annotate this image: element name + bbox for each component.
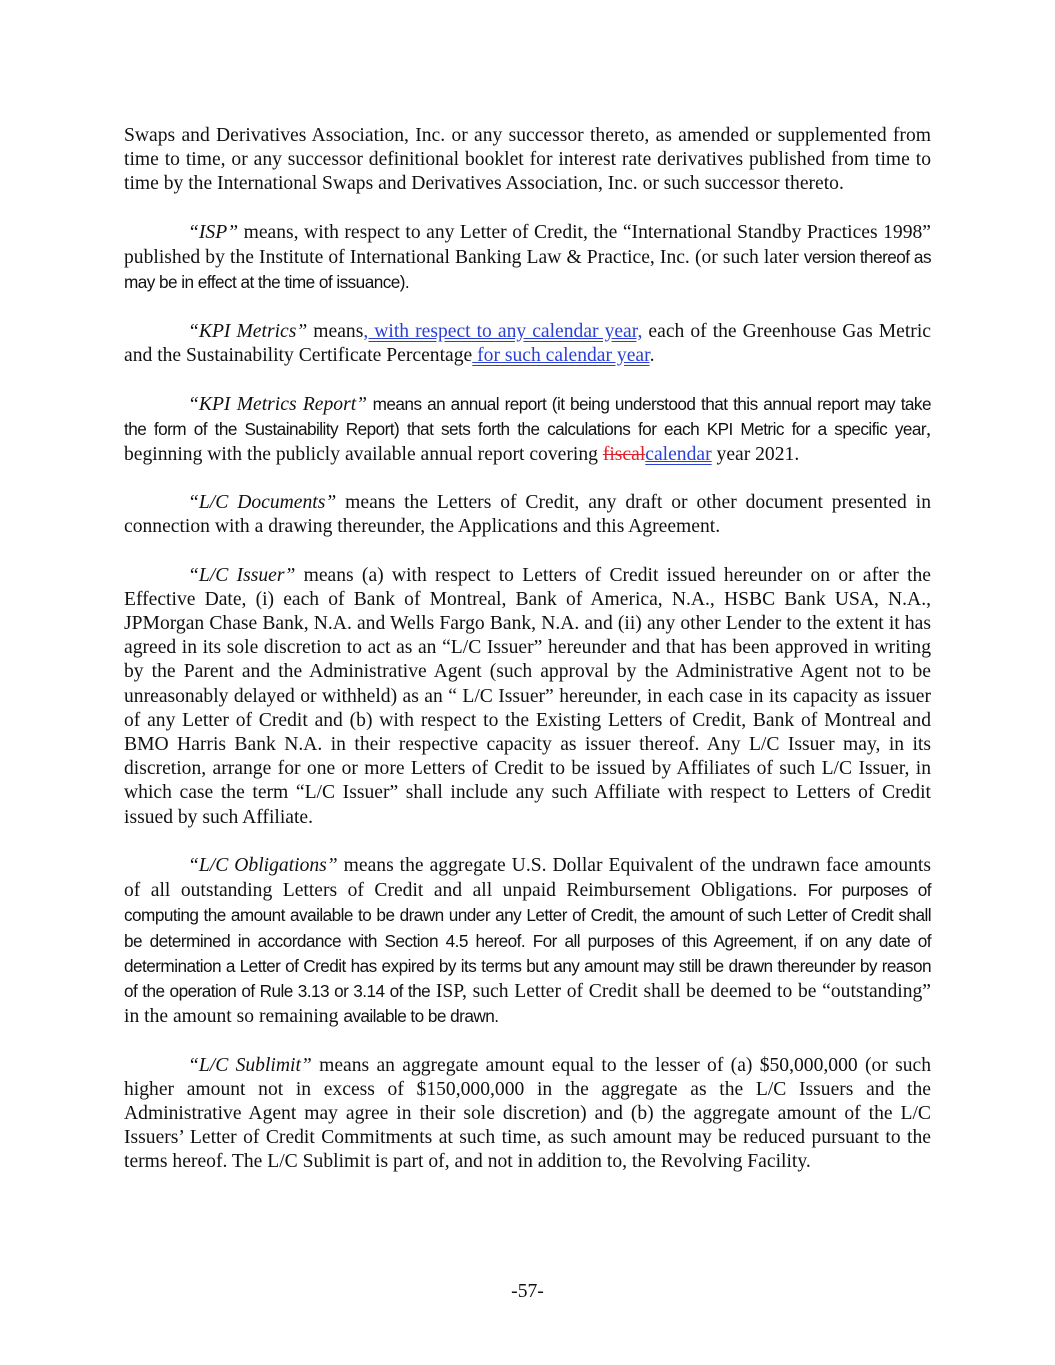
document-page — [124, 124, 931, 1199]
text: means an aggregate amount equal to the lesser of (a) $50,000,000 (or such higher amount not in excess of $150,000,000 in the aggregate as the L/C Issuers and the Administrative Agent may agree in their sole discretion) and (b) the aggregate amount of the L/C Issuers’ Letter of Credit Commitments at such time, as such amount may be reduced pursuant to the terms hereof. The L/C Sublimit is part of, and not in addition to, the Revolving Facility. — [124, 1054, 931, 1173]
text: , beginning with the publicly available annual report covering — [124, 419, 931, 465]
defined-term: “KPI Metrics” — [188, 320, 308, 342]
definition-lc-obligations — [124, 854, 931, 1029]
deleted-text: fiscal — [602, 443, 646, 465]
page-number: -57- — [511, 1281, 544, 1302]
defined-term: “KPI Metrics Report” — [188, 394, 368, 416]
definition-kpi-metrics — [124, 320, 931, 368]
defined-term: “L/C Sublimit” — [188, 1054, 312, 1076]
definition-lc-documents — [124, 491, 931, 539]
text: available to be drawn. — [343, 1006, 499, 1027]
text: Swaps and Derivatives Association, Inc. or any successor thereto, as amended or supplemented from time to time, or any successor definitional booklet for interest rate derivatives published from time to time by the International Swaps and Derivatives Association, Inc. or such successor thereto. — [124, 125, 931, 195]
text: means an annual report (it being understood that this annual report may take the form of the Sustainability Report) that sets forth the calculations for each KPI Metric for a specific year — [124, 394, 931, 440]
text: means the aggregate U.S. Dollar Equivalent of the undrawn face amounts of all outstanding Letters of Credit and all unpaid Reimbursement Obligations. — [124, 855, 931, 902]
inserted-text: calendar — [645, 443, 712, 465]
paragraph-isda-continuation — [124, 124, 931, 197]
text: means — [307, 320, 364, 342]
text: means, with respect to any Letter of Credit, the “International Standby Practices 1998” published by the Institute of International Banking Law & Practice, Inc. (or such later — [124, 221, 931, 268]
defined-term: “L/C Documents” — [188, 491, 337, 513]
definition-lc-sublimit — [124, 1054, 931, 1175]
text: ISP, such Letter of Credit shall be deemed to be “outstanding” in the amount so remaining — [124, 981, 931, 1028]
defined-term: “L/C Obligations” — [188, 855, 338, 876]
defined-term: “ISP” — [188, 221, 239, 243]
text: . — [649, 344, 655, 366]
definition-isp — [124, 221, 931, 296]
inserted-text: , with respect to any calendar year, — [363, 320, 643, 342]
text: For purposes of computing the amount available to be drawn under any Letter of Credit, the amount of such Letter of Credit shall be determined in accordance with Section 4.5 hereof. For all purposes of this Agreement, if on any date of determination a Letter of Credit has expired by its terms but any amount may still be drawn thereunder by reason of the operation of Rule 3.13 or 3.14 of the — [124, 880, 932, 1002]
text: version thereof as may be in effect at the time of issuance). — [124, 247, 931, 293]
definition-kpi-metrics-report — [124, 392, 931, 467]
text: year 2021. — [711, 443, 800, 465]
inserted-text: for such calendar year — [472, 344, 650, 366]
defined-term: “L/C Issuer” — [188, 564, 296, 586]
text: means the Letters of Credit, any draft or other document presented in connection with a drawing thereunder, the Applications and this Agreement. — [124, 491, 931, 538]
text: means (a) with respect to Letters of Credit issued hereunder on or after the Effective Date, (i) each of Bank of Montreal, Bank of America, N.A., HSBC Bank USA, N.A., JPMorgan Chase Bank, N.A. and Wells Fargo Bank, N.A. and (ii) any other Lender to the extent it has agreed in its sole discretion to act as an “L/C Issuer” hereunder and that has been approved in writing by the Parent and the Administrative Agent (such approval by the Administrative Agent not to be unreasonably delayed or withheld) as an “ L/C Issuer” hereunder, in each case in its capacity as issuer of any Letter of Credit and (b) with respect to the Existing Letters of Credit, Bank of Montreal and BMO Harris Bank N.A. in their respective capacity as issuer thereof. Any L/C Issuer may, in its discretion, arrange for one or more Letters of Credit to be issued by Affiliates of such L/C Issuer, in which case the term “L/C Issuer” shall include any such Affiliate with respect to Letters of Credit issued by such Affiliate. — [124, 564, 932, 828]
text: each of the Greenhouse Gas Metric and the Sustainability Certificate Percentage — [124, 320, 931, 366]
definition-lc-issuer — [124, 564, 931, 830]
